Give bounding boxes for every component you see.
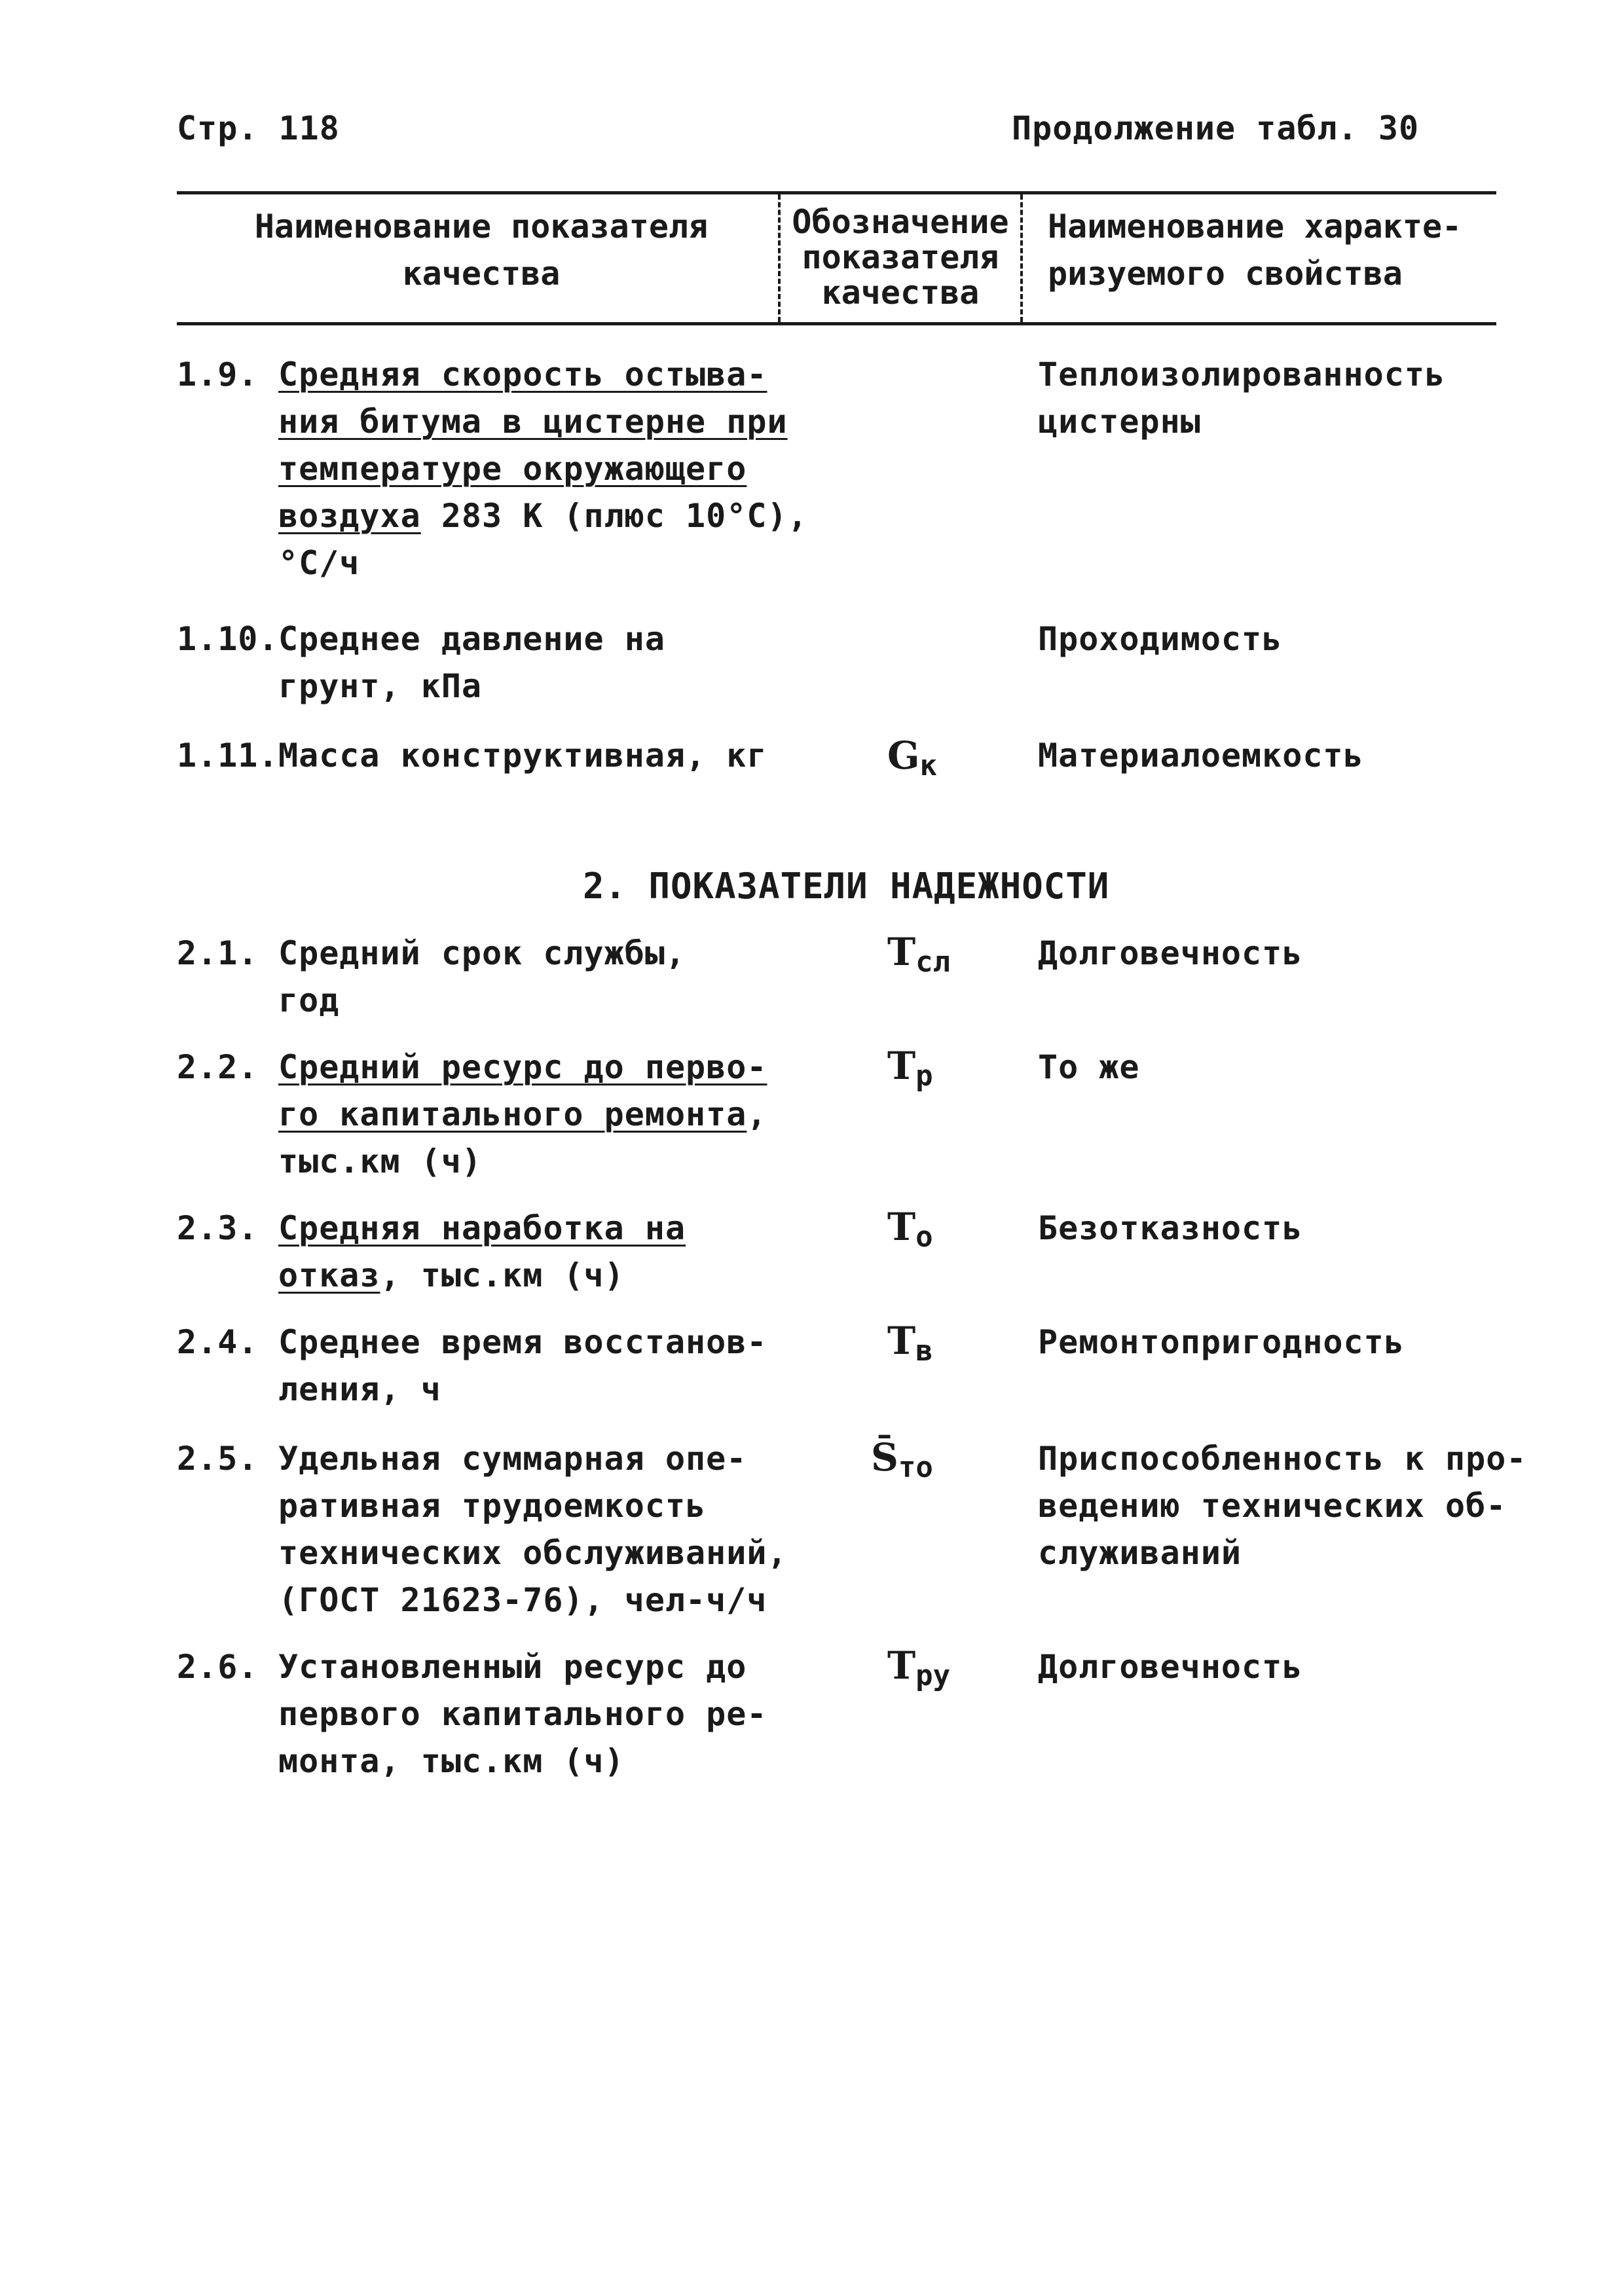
row-name-line: ративная трудоемкость xyxy=(278,1487,707,1525)
row-name-line: Средняя скорость остыва- xyxy=(278,355,767,393)
row-name-line xyxy=(278,1252,686,1299)
symbol-main: Т xyxy=(887,1643,916,1688)
symbol-subscript: к xyxy=(919,749,938,782)
row-name-line: Установленный ресурс до xyxy=(278,1648,747,1686)
symbol-main: G xyxy=(887,733,920,778)
row-symbol xyxy=(887,1642,950,1693)
row-name-line: Средняя наработка на xyxy=(278,1209,686,1247)
row-name-line: Средний срок службы, xyxy=(278,934,686,972)
row-name xyxy=(278,1435,788,1624)
table-continuation: Продолжение табл. 30 xyxy=(1012,109,1420,147)
row-number: 2.2. xyxy=(177,1048,259,1086)
row-number: 2.3. xyxy=(177,1209,259,1247)
row-number: 1.9. xyxy=(177,355,259,393)
row-name-line xyxy=(278,492,808,539)
row-name-line xyxy=(278,1091,767,1138)
row-symbol xyxy=(887,1203,933,1254)
symbol-main: Т xyxy=(887,1044,916,1088)
row-property-line: Теплоизолированность xyxy=(1038,355,1446,393)
row-name-line: монта, тыс.км (ч) xyxy=(278,1742,625,1780)
symbol-subscript: то xyxy=(898,1451,933,1484)
row-name-underlined: го капитального ремонта xyxy=(278,1095,747,1133)
symbol-main: Т xyxy=(887,1319,916,1363)
row-name-line: технических обслуживаний, xyxy=(278,1534,788,1572)
row-symbol xyxy=(871,1434,933,1485)
row-number: 2.1. xyxy=(177,934,259,972)
row-symbol xyxy=(887,928,950,979)
row-name-underlined: воздуха xyxy=(278,497,421,535)
row-name xyxy=(278,351,808,587)
row-name-line: (ГОСТ 21623-76), чел-ч/ч xyxy=(278,1581,767,1619)
header-property-line: ризуемого свойства xyxy=(1048,255,1403,293)
row-number: 2.5. xyxy=(177,1440,259,1478)
header-designation-line: Обозначение xyxy=(792,203,1009,241)
row-property-line: ведению технических об- xyxy=(1038,1487,1507,1525)
header-property-column xyxy=(1048,203,1493,297)
symbol-main: Т xyxy=(887,1205,916,1249)
row-property-line: Приспособленность к про- xyxy=(1038,1440,1527,1478)
row-property xyxy=(1038,351,1445,445)
row-name-line: ления, ч xyxy=(278,1370,441,1408)
row-number: 1.11. xyxy=(177,737,279,774)
row-name-line: год xyxy=(278,981,340,1019)
row-property: Долговечность xyxy=(1038,1648,1303,1686)
symbol-subscript: в xyxy=(915,1334,933,1368)
row-property-line: служиваний xyxy=(1038,1534,1242,1572)
row-name-rest: 283 К (плюс 10°С), xyxy=(420,497,808,535)
row-number: 2.6. xyxy=(177,1648,259,1686)
row-name-line: Удельная суммарная опе- xyxy=(278,1440,747,1478)
row-name xyxy=(278,1319,767,1413)
row-name-line: ния битума в цистерне при xyxy=(278,403,788,441)
row-name xyxy=(278,615,665,710)
row-number: 2.4. xyxy=(177,1323,259,1361)
row-property: Безотказность xyxy=(1038,1209,1303,1247)
symbol-subscript: ру xyxy=(915,1659,951,1692)
row-symbol xyxy=(887,1042,933,1093)
row-property: Ремонтопригодность xyxy=(1038,1323,1405,1361)
header-property-line: Наименование характе- xyxy=(1048,208,1462,246)
row-name: Масса конструктивная, кг xyxy=(278,737,767,774)
row-name-line: Среднее время восстанов- xyxy=(278,1323,767,1361)
symbol-subscript: р xyxy=(915,1059,933,1093)
row-property: Материалоемкость xyxy=(1038,737,1364,774)
symbol-main: Т xyxy=(887,930,916,974)
row-name-line: температуре окружающего xyxy=(278,450,747,488)
symbol-main: S̄ xyxy=(871,1435,898,1480)
row-number: 1.10. xyxy=(177,620,279,658)
header-designation-line: показателя xyxy=(802,238,999,276)
row-name-rest: , xyxy=(747,1095,767,1133)
row-name-underlined: отказ xyxy=(278,1256,380,1294)
row-property: Долговечность xyxy=(1038,934,1303,972)
header-divider-2 xyxy=(1020,194,1023,322)
row-property: Проходимость xyxy=(1038,620,1283,658)
header-name-line: качества xyxy=(402,255,561,293)
header-designation-column xyxy=(783,204,1018,310)
row-name-line: Среднее давление на xyxy=(278,620,665,658)
row-name-line: Средний ресурс до перво- xyxy=(278,1048,767,1086)
row-symbol xyxy=(887,1317,933,1368)
row-name xyxy=(278,1044,767,1185)
row-name-line: первого капитального ре- xyxy=(278,1695,767,1733)
row-property-line: цистерны xyxy=(1038,403,1201,441)
section-title: 2. ПОКАЗАТЕЛИ НАДЕЖНОСТИ xyxy=(583,866,1110,907)
header-bottom-rule xyxy=(177,322,1496,325)
row-property xyxy=(1038,1435,1526,1576)
header-designation-line: качества xyxy=(821,274,980,312)
row-name-rest: , тыс.км (ч) xyxy=(380,1256,625,1294)
symbol-subscript: о xyxy=(915,1220,933,1254)
row-name xyxy=(278,1205,686,1299)
header-divider-1 xyxy=(778,194,781,322)
page-number: Стр. 118 xyxy=(177,109,340,147)
header-name-column xyxy=(196,203,766,297)
row-name xyxy=(278,930,686,1024)
row-name-line: тыс.км (ч) xyxy=(278,1142,483,1180)
row-property: То же xyxy=(1038,1048,1140,1086)
header-top-rule xyxy=(177,191,1496,194)
header-name-line: Наименование показателя xyxy=(254,208,709,246)
row-name-line: °С/ч xyxy=(278,544,360,582)
row-symbol xyxy=(887,732,937,783)
row-name-line: грунт, кПа xyxy=(278,667,483,705)
row-name xyxy=(278,1643,767,1785)
symbol-subscript: сл xyxy=(915,945,951,979)
